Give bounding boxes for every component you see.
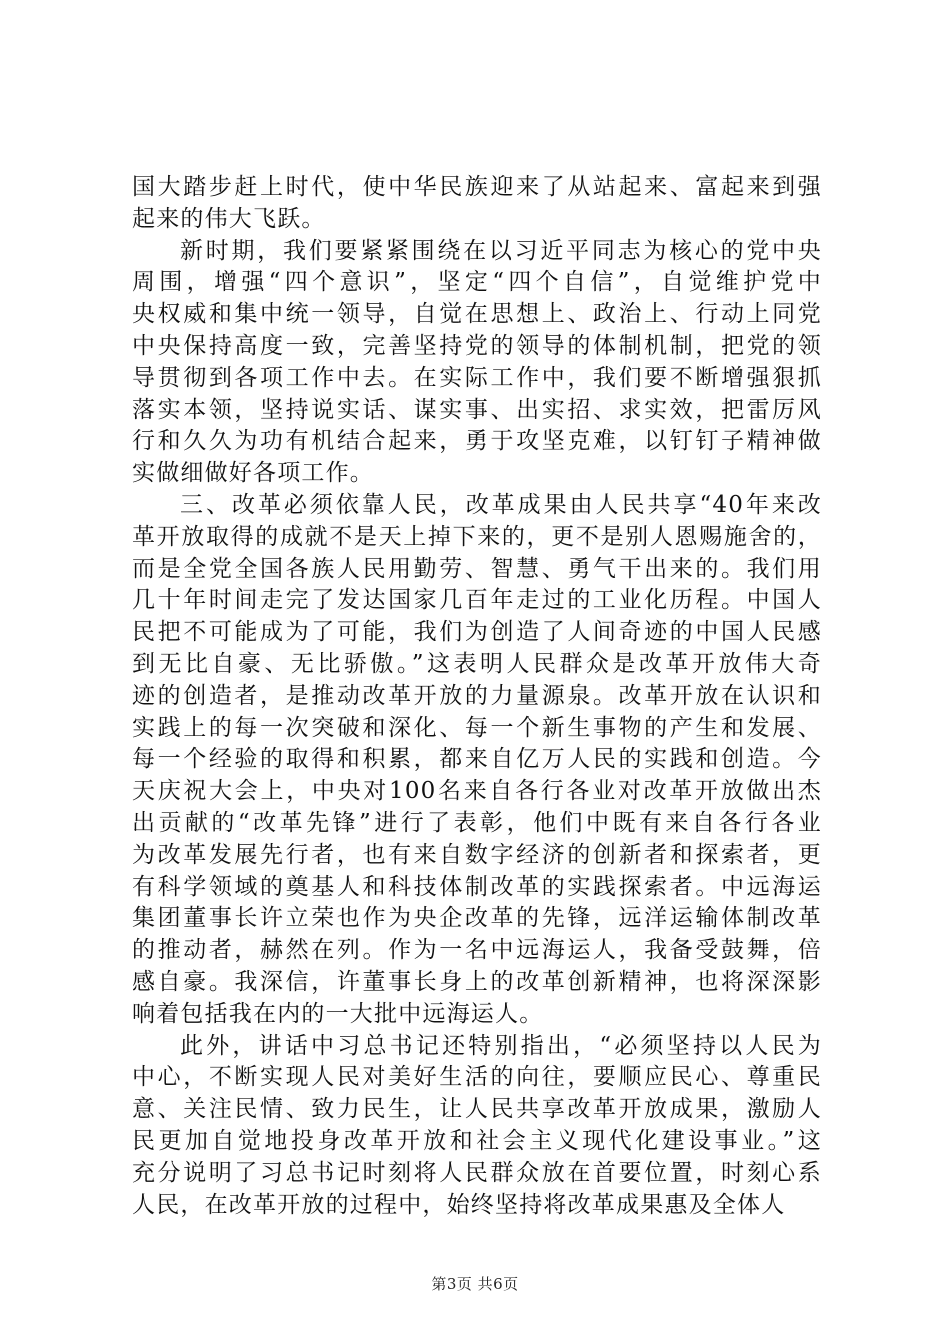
text-line: 感自豪。我深信，许董事长身上的改革创新精神，也将深深影 [132, 968, 822, 995]
text-line: 响着包括我在内的一大批中远海运人。 [132, 1000, 544, 1027]
text-line: 三、改革必须依靠人民，改革成果由人民共享“40年来改 [180, 491, 822, 518]
text-line: 行和久久为功有机结合起来，勇于攻坚克难，以钉钉子精神做 [132, 428, 822, 455]
text-line: 人民，在改革开放的过程中，始终坚持将改革成果惠及全体人 [132, 1191, 786, 1218]
text-line: 革开放取得的成就不是天上掉下来的，更不是别人恩赐施舍的， [132, 523, 822, 550]
text-line: 集团董事长许立荣也作为央企改革的先锋，远洋运输体制改革 [132, 905, 822, 932]
text-line: 充分说明了习总书记时刻将人民群众放在首要位置，时刻心系 [132, 1159, 822, 1186]
paragraph [132, 1031, 822, 1222]
text-line: 导贯彻到各项工作中去。在实际工作中，我们要不断增强狠抓 [132, 364, 822, 391]
text-line: 天庆祝大会上，中央对100名来自各行各业对改革开放做出杰 [132, 778, 822, 805]
paragraph [132, 172, 822, 236]
text-line: 民更加自觉地投身改革开放和社会主义现代化建设事业。”这 [132, 1127, 822, 1154]
text-line: 的推动者，赫然在列。作为一名中远海运人，我备受鼓舞，倍 [132, 937, 822, 964]
text-line: 每一个经验的取得和积累，都来自亿万人民的实践和创造。今 [132, 746, 822, 773]
paragraph [132, 236, 822, 490]
text-line: 起来的伟大飞跃。 [132, 205, 326, 232]
text-line: 落实本领，坚持说实话、谋实事、出实招、求实效，把雷厉风 [132, 396, 822, 423]
text-line: 有科学领域的奠基人和科技体制改革的实践探索者。中远海运 [132, 873, 822, 900]
text-line: 为改革发展先行者，也有来自数字经济的创新者和探索者，更 [132, 841, 822, 868]
text-line: 周围，增强“四个意识”，坚定“四个自信”，自觉维护党中 [132, 269, 822, 296]
text-line: 意、关注民情、致力民生，让人民共享改革开放成果，激励人 [132, 1096, 822, 1123]
text-line: 迹的创造者，是推动改革开放的力量源泉。改革开放在认识和 [132, 682, 822, 709]
text-line: 国大踏步赶上时代，使中华民族迎来了从站起来、富起来到强 [132, 174, 822, 200]
text-line: 此外，讲话中习总书记还特别指出，“必须坚持以人民为 [180, 1032, 822, 1059]
text-line: 中心，不断实现人民对美好生活的向往，要顺应民心、尊重民 [132, 1064, 822, 1091]
paragraph [132, 490, 822, 1031]
text-line: 而是全党全国各族人民用勤劳、智慧、勇气干出来的。我们用 [132, 555, 822, 582]
page-footer: 第3页 共6页 [431, 1275, 519, 1293]
text-line: 中央保持高度一致，完善坚持党的领导的体制机制，把党的领 [132, 332, 822, 359]
text-line: 几十年时间走完了发达国家几百年走过的工业化历程。中国人 [132, 587, 822, 614]
text-line: 央权威和集中统一领导，自觉在思想上、政治上、行动上同党 [132, 301, 822, 328]
text-line: 新时期，我们要紧紧围绕在以习近平同志为核心的党中央 [180, 237, 822, 264]
text-line: 到无比自豪、无比骄傲。”这表明人民群众是改革开放伟大奇 [132, 650, 822, 677]
text-line: 民把不可能成为了可能，我们为创造了人间奇迹的中国人民感 [132, 619, 822, 646]
document-body [132, 172, 822, 1221]
text-line: 出贡献的“改革先锋”进行了表彰，他们中既有来自各行各业 [132, 809, 822, 836]
text-line: 实践上的每一次突破和深化、每一个新生事物的产生和发展、 [132, 714, 822, 741]
text-line: 实做细做好各项工作。 [132, 460, 374, 487]
